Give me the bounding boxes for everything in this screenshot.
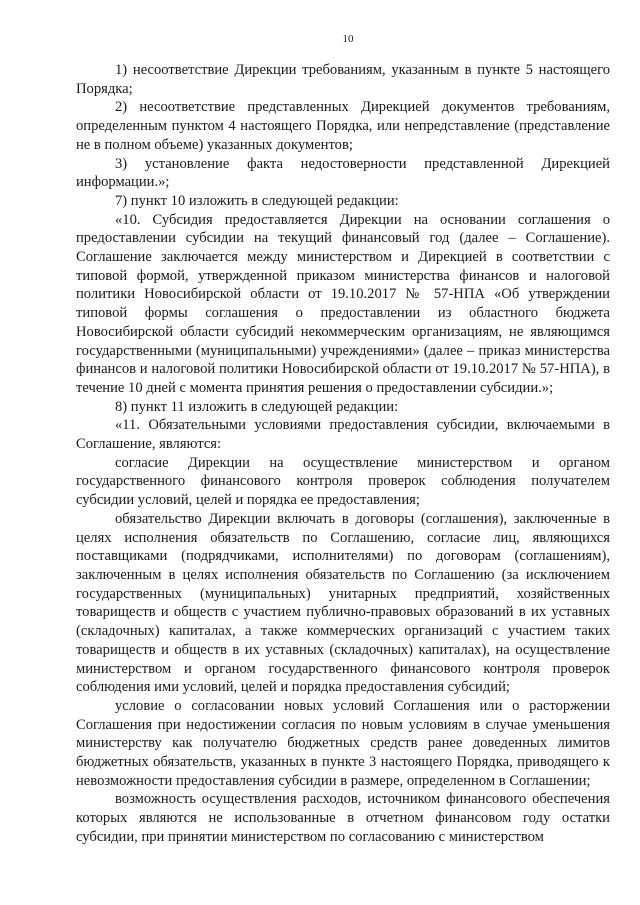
paragraph-condition-agreement-change: условие о согласовании новых условий Соглашения или о расторжении Соглашения при недостижении согласия по новым условиям в случае уменьшения министерству как получателю бюджетных средств ранее доведенных лимитов бюджетных обязательств, указанных в пункте 3 настоящего Порядка, приводящего к невозможности предоставления субсидии в размере, определенном в Соглашении; xyxy=(76,697,610,789)
paragraph-condition-consent: согласие Дирекции на осуществление министерством и органом государственного финансового контроля проверок соблюдения получателем субсидии условий, целей и порядка ее предоставления; xyxy=(76,454,610,509)
paragraph-reason-1: 1) несоответствие Дирекции требованиям, указанным в пункте 5 настоящего Порядка; xyxy=(76,62,610,97)
paragraph-clause-10: «10. Субсидия предоставляется Дирекции на основании соглашения о предоставлении субсидии на текущий финансовый год (далее – Соглашение). Соглашение заключается между министерством и Дирекцией в соответствии с типовой формой, утвержденной приказом министерства финансов и налоговой политики Новосибирской области от 19.10.2017 № 57-НПА «Об утверждении типовой формы соглашения о предоставлении из областного бюджета Новосибирской области субсидий некоммерческим организациям, не являющимся государственными (муниципальными) учреждениями» (далее – приказ министерства финансов и налоговой политики Новосибирской области от 19.10.2017 № 57-НПА), в течение 10 дней с момента принятия решения о предоставлении субсидии.»; xyxy=(76,211,610,396)
paragraph-clause-11: «11. Обязательными условиями предоставления субсидии, включаемыми в Соглашение, являются: xyxy=(76,417,610,453)
paragraph-condition-expenses: возможность осуществления расходов, источником финансового обеспечения которых являются не использованные в отчетном финансовом году остатки субсидии, при принятии министерством по согласованию с министерством xyxy=(76,791,610,845)
page-number: 10 xyxy=(342,33,354,45)
paragraph-reason-3: 3) установление факта недостоверности представленной Дирекцией информации.»; xyxy=(76,155,610,191)
paragraph-condition-obligation: обязательство Дирекции включать в договоры (соглашения), заключенные в целях исполнения обязательств по Соглашению, согласие лиц, являющихся поставщиками (подрядчиками, исполнителями) по договорам (соглашениям), заключенным в целях исполнения обязательств по Соглашению (за исключением государственных (муниципальных) унитарных предприятий, хозяйственных товариществ и обществ с участием публично-правовых образований в их уставных (складочных) капиталах, а также коммерческих организаций с участием таких товариществ и обществ в их уставных (складочных) капиталах), на осуществление министерством и органом государственного финансового контроля проверок соблюдения ими условий, целей и порядка предоставления субсидий; xyxy=(76,510,610,696)
paragraph-reason-2: 2) несоответствие представленных Дирекцией документов требованиям, определенным пунктом 4 настоящего Порядка, или непредставление (представление не в полном объеме) указанных документов; xyxy=(76,99,610,153)
paragraph-amendment-7: 7) пункт 10 изложить в следующей редакции: xyxy=(115,192,399,209)
paragraph-amendment-8: 8) пункт 11 изложить в следующей редакции: xyxy=(115,398,399,415)
